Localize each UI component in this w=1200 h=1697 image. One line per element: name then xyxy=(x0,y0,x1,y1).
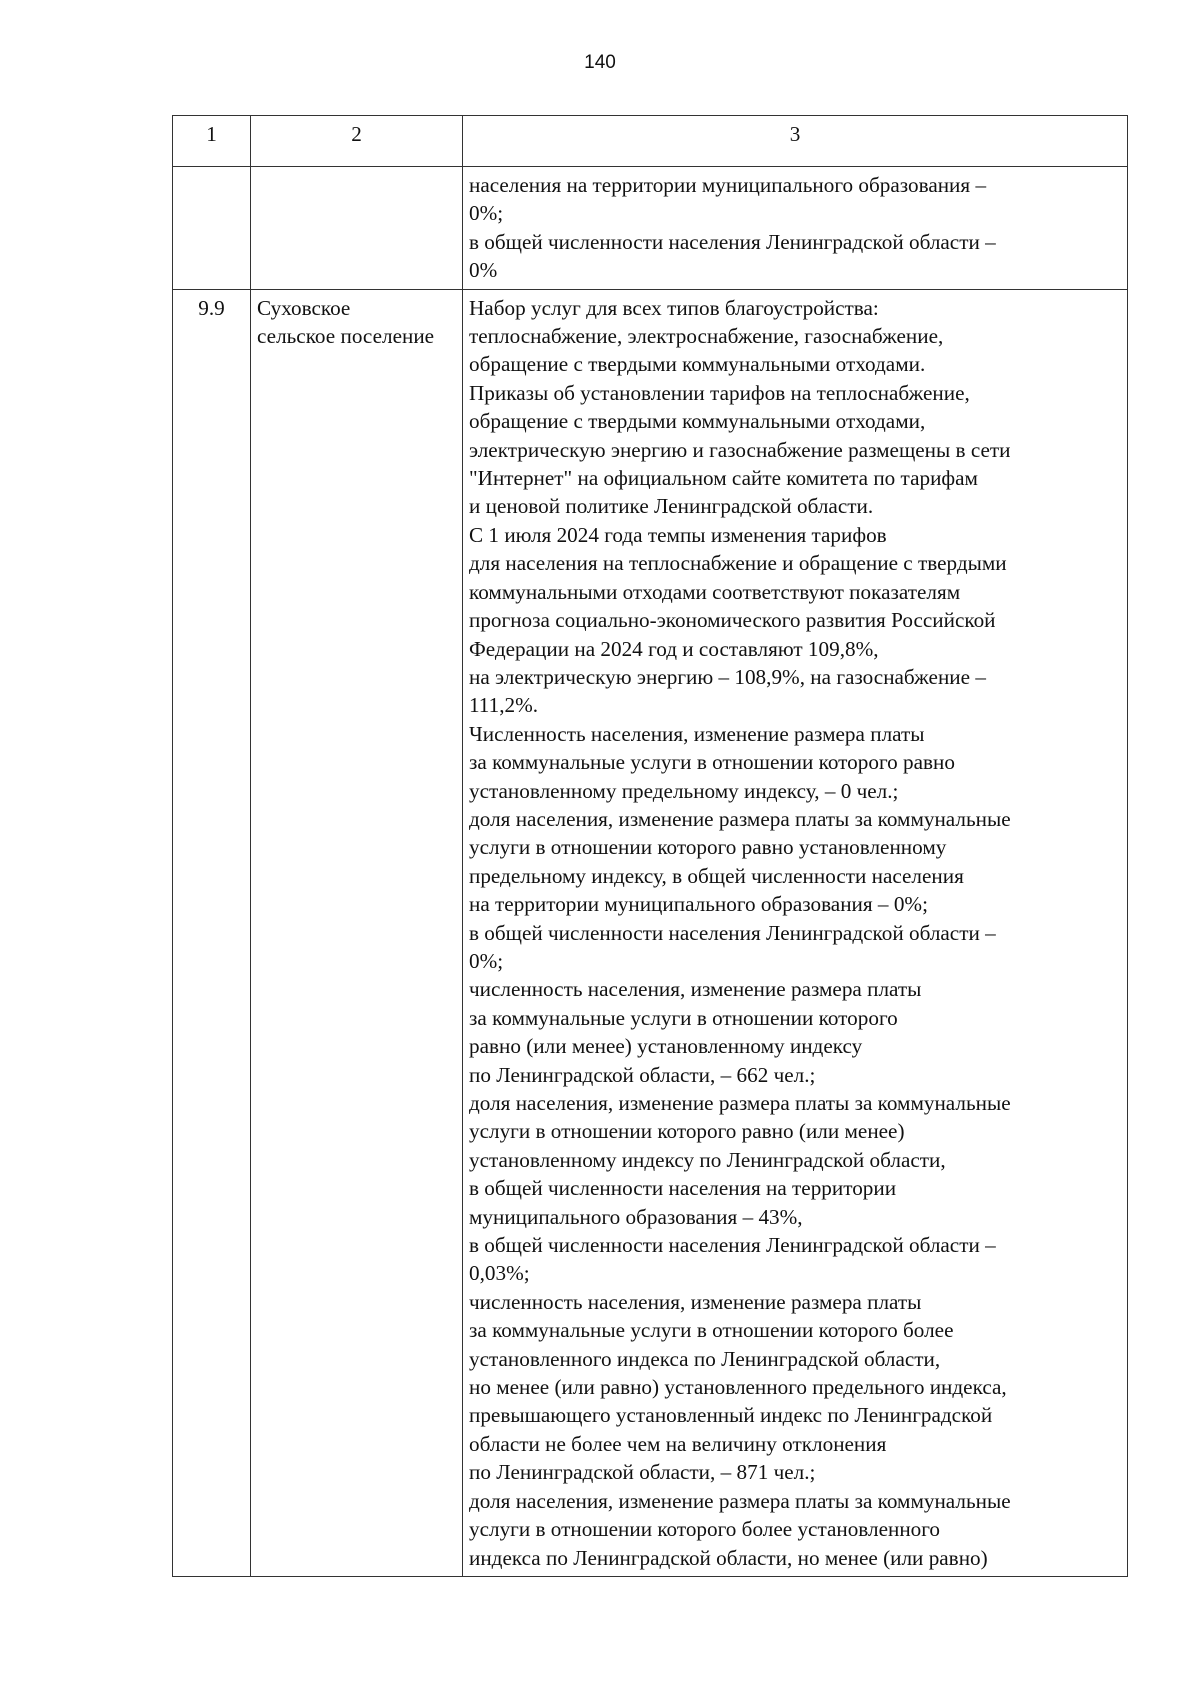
description-line: "Интернет" на официальном сайте комитета по тарифам xyxy=(469,466,978,491)
description-line: 111,2%. xyxy=(469,693,539,718)
description-line: С 1 июля 2024 года темпы изменения тарифов xyxy=(469,522,887,547)
description-line: численность населения, изменение размера платы xyxy=(469,1289,922,1314)
description-line: Федерации на 2024 год и составляют 109,8%, xyxy=(469,636,879,661)
settlement-name-line: сельское поселение xyxy=(257,324,435,349)
continuation-line: населения на территории муниципального образования – xyxy=(469,173,987,197)
description-line: доля населения, изменение размера платы за коммунальные xyxy=(469,1488,1011,1513)
document-table xyxy=(172,115,1128,1577)
description-line: в общей численности населения Ленинградской области – xyxy=(469,920,996,945)
continuation-line: в общей численности населения Ленинградской области – xyxy=(469,229,996,254)
continuation-line: 0%; xyxy=(469,201,504,226)
description-line: равно (или менее) установленному индексу xyxy=(469,1034,863,1059)
description-line: установленному предельному индексу, – 0 чел.; xyxy=(469,778,899,803)
description-line: доля населения, изменение размера платы за коммунальные xyxy=(469,806,1011,831)
description-line: муниципального образования – 43%, xyxy=(469,1204,803,1229)
continuation-line: 0% xyxy=(469,258,498,283)
description-line: 0,03%; xyxy=(469,1261,530,1286)
header-cell-1: 1 xyxy=(173,116,251,167)
description-line: области не более чем на величину отклонения xyxy=(469,1431,887,1456)
description-line: электрическую энергию и газоснабжение размещены в сети xyxy=(469,437,1011,462)
header-cell-3: 3 xyxy=(463,116,1128,167)
description-line: для населения на теплоснабжение и обращение с твердыми xyxy=(469,551,1007,576)
description-line: установленному индексу по Ленинградской области, xyxy=(469,1147,946,1172)
continuation-cell-2 xyxy=(251,167,463,290)
description-line: услуги в отношении которого равно установленному xyxy=(469,835,947,860)
description-line: по Ленинградской области, – 662 чел.; xyxy=(469,1062,816,1087)
continuation-row xyxy=(173,167,1128,290)
description-line: обращение с твердыми коммунальными отходами. xyxy=(469,352,926,377)
settlement-name-line: Суховское xyxy=(257,295,351,320)
description-line: по Ленинградской области, – 871 чел.; xyxy=(469,1460,816,1485)
description-line: за коммунальные услуги в отношении которого более xyxy=(469,1318,954,1343)
description-line: Набор услуг для всех типов благоустройства: xyxy=(469,295,879,320)
description-line: услуги в отношении которого более установленного xyxy=(469,1517,941,1542)
description-line: доля населения, изменение размера платы за коммунальные xyxy=(469,1091,1011,1115)
description-line: коммунальными отходами соответствуют показателям xyxy=(469,579,961,604)
description-line: превышающего установленный индекс по Ленинградской xyxy=(469,1403,993,1428)
description-line: за коммунальные услуги в отношении которого равно xyxy=(469,750,955,775)
description-line: услуги в отношении которого равно (или менее) xyxy=(469,1119,905,1144)
header-cell-2: 2 xyxy=(251,116,463,167)
table-header-row xyxy=(173,116,1128,167)
description-line: на электрическую энергию – 108,9%, на газоснабжение – xyxy=(469,664,986,689)
description-line: и ценовой политике Ленинградской области. xyxy=(469,494,874,519)
description-line: предельному индексу, в общей численности населения xyxy=(469,863,964,888)
description-line: обращение с твердыми коммунальными отходами, xyxy=(469,409,926,434)
description-line: численность населения, изменение размера платы xyxy=(469,977,922,1002)
description-line: Численность населения, изменение размера платы xyxy=(469,721,925,746)
description-line: в общей численности населения на территории xyxy=(469,1176,897,1201)
continuation-text-cell xyxy=(463,167,1128,290)
description-cell xyxy=(463,289,1128,1576)
description-line: за коммунальные услуги в отношении которого xyxy=(469,1005,898,1030)
page-number: 140 xyxy=(584,52,616,73)
table-row xyxy=(173,289,1128,1576)
description-line: на территории муниципального образования – 0%; xyxy=(469,892,928,917)
continuation-cell-1 xyxy=(173,167,251,290)
description-line: прогноза социально-экономического развития Российской xyxy=(469,608,996,633)
description-line: Приказы об установлении тарифов на теплоснабжение, xyxy=(469,380,970,405)
description-line: установленного индекса по Ленинградской области, xyxy=(469,1346,941,1371)
row-number: 9.9 xyxy=(173,289,251,1576)
description-line: 0%; xyxy=(469,948,504,973)
settlement-name-cell xyxy=(251,289,463,1576)
description-line: индекса по Ленинградской области, но менее (или равно) xyxy=(469,1545,988,1570)
description-line: но менее (или равно) установленного предельного индекса, xyxy=(469,1375,1007,1400)
description-line: теплоснабжение, электроснабжение, газоснабжение, xyxy=(469,324,944,349)
description-line: в общей численности населения Ленинградской области – xyxy=(469,1233,996,1258)
